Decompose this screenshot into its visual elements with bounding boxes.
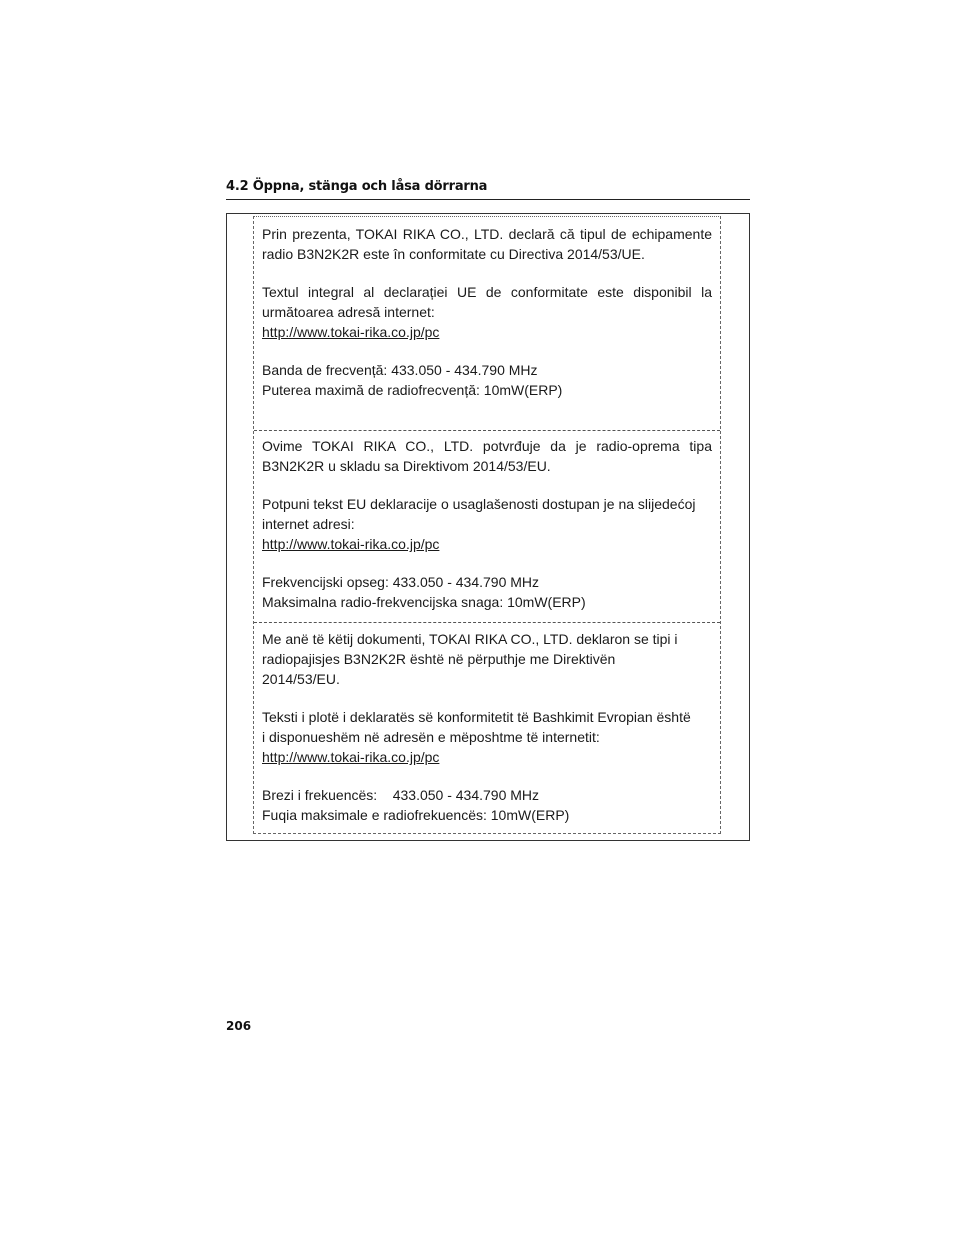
declaration-albanian — [254, 622, 720, 834]
fulltext-info: Potpuni tekst EU deklaracije o usaglašenosti dostupan je na slijedećoj internet adresi: — [262, 496, 696, 532]
fulltext-line-2: i disponueshëm në adresën e mëposhtme të internetit: — [262, 729, 600, 745]
declaration-line-2: radiopajisjes B3N2K2R është në përputhje me Direktivën — [262, 651, 616, 667]
frequency-band: Banda de frecvență: 433.050 - 434.790 MHz — [262, 362, 538, 378]
max-power: Maksimalna radio-frekvencijska snaga: 10mW(ERP) — [262, 594, 586, 610]
fulltext-line-1: Teksti i plotë i deklaratës së konformitetit të Bashkimit Evropian është — [262, 709, 691, 725]
declaration-romanian — [254, 217, 720, 430]
frequency-band: Frekvencijski opseg: 433.050 - 434.790 MHz — [262, 574, 540, 590]
declaration-line-1: Me anë të këtij dokumenti, TOKAI RIKA CO., LTD. deklaron se tipi i — [262, 631, 678, 647]
fulltext-info: Textul integral al declarației UE de conformitate este disponibil la următoarea adresă internet: — [262, 284, 712, 320]
declaration-link[interactable]: http://www.tokai-rika.co.jp/pc — [262, 749, 440, 765]
declaration-bosnian — [254, 430, 720, 622]
max-power: Puterea maximă de radiofrecvență: 10mW(ERP) — [262, 382, 563, 398]
declaration-text: Prin prezenta, TOKAI RIKA CO., LTD. declară că tipul de echipamente radio B3N2K2R este în conformitate cu Directiva 2014/53/UE. — [262, 226, 712, 262]
page-number: 206 — [226, 1019, 252, 1033]
max-power: Fuqia maksimale e radiofrekuencës: 10mW(ERP) — [262, 807, 570, 823]
declaration-line-3: 2014/53/EU. — [262, 671, 340, 687]
declaration-link[interactable]: http://www.tokai-rika.co.jp/pc — [262, 324, 440, 340]
frequency-band: Brezi i frekuencës: 433.050 - 434.790 MHz — [262, 787, 540, 803]
page-header — [226, 178, 750, 200]
declaration-text: Ovime TOKAI RIKA CO., LTD. potvrđuje da je radio-oprema tipa B3N2K2R u skladu sa Direktivom 2014/53/EU. — [262, 438, 712, 474]
declaration-link[interactable]: http://www.tokai-rika.co.jp/pc — [262, 536, 440, 552]
section-title: 4.2 Öppna, stänga och låsa dörrarna — [226, 179, 488, 194]
declaration-box — [253, 216, 721, 834]
